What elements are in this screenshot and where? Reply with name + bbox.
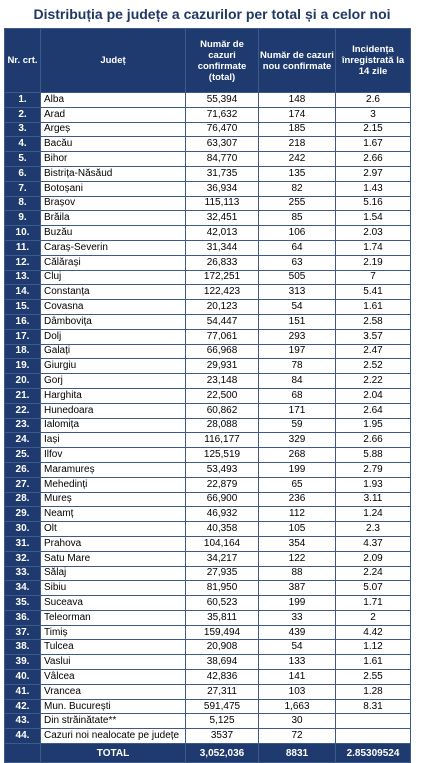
new-cases: 106 xyxy=(259,226,336,241)
row-number: 43. xyxy=(5,714,41,729)
row-number: 12. xyxy=(5,255,41,270)
confirmed-cases: 66,900 xyxy=(186,492,259,507)
header-incidence: Incidența înregistrată la 14 zile xyxy=(336,29,411,93)
row-number: 15. xyxy=(5,300,41,315)
new-cases: 505 xyxy=(259,270,336,285)
county-name: Mun. București xyxy=(41,699,186,714)
incidence-rate: 2.64 xyxy=(336,403,411,418)
table-row xyxy=(5,152,411,167)
county-name: Gorj xyxy=(41,374,186,389)
new-cases: 88 xyxy=(259,566,336,581)
county-name: Mureș xyxy=(41,492,186,507)
new-cases: 387 xyxy=(259,581,336,596)
confirmed-cases: 104,164 xyxy=(186,536,259,551)
new-cases: 54 xyxy=(259,640,336,655)
table-row xyxy=(5,329,411,344)
row-number: 9. xyxy=(5,211,41,226)
new-cases: 135 xyxy=(259,166,336,181)
table-row xyxy=(5,714,411,729)
table-row xyxy=(5,551,411,566)
table-row xyxy=(5,166,411,181)
row-number: 18. xyxy=(5,344,41,359)
row-number: 29. xyxy=(5,507,41,522)
table-row xyxy=(5,640,411,655)
confirmed-cases: 32,451 xyxy=(186,211,259,226)
incidence-rate: 2.19 xyxy=(336,255,411,270)
total-new: 8831 xyxy=(259,744,336,763)
confirmed-cases: 122,423 xyxy=(186,285,259,300)
confirmed-cases: 81,950 xyxy=(186,581,259,596)
new-cases: 236 xyxy=(259,492,336,507)
row-number: 31. xyxy=(5,536,41,551)
county-name: Galați xyxy=(41,344,186,359)
county-name: Mehedinți xyxy=(41,477,186,492)
table-row xyxy=(5,359,411,374)
incidence-rate: 2.66 xyxy=(336,152,411,167)
county-name: Covasna xyxy=(41,300,186,315)
row-number: 5. xyxy=(5,152,41,167)
county-name: Harghita xyxy=(41,388,186,403)
county-name: Iași xyxy=(41,433,186,448)
county-name: Giurgiu xyxy=(41,359,186,374)
header-new: Număr de cazuri nou confirmate xyxy=(259,29,336,93)
confirmed-cases: 46,932 xyxy=(186,507,259,522)
county-name: Cluj xyxy=(41,270,186,285)
header-confirmed: Număr de cazuri confirmate (total) xyxy=(186,29,259,93)
table-row xyxy=(5,522,411,537)
total-spacer xyxy=(5,744,41,763)
incidence-rate: 5.41 xyxy=(336,285,411,300)
county-name: Satu Mare xyxy=(41,551,186,566)
county-name: Suceava xyxy=(41,596,186,611)
incidence-rate: 2.79 xyxy=(336,462,411,477)
header-county: Județ xyxy=(41,29,186,93)
county-name: Dolj xyxy=(41,329,186,344)
confirmed-cases: 71,632 xyxy=(186,107,259,122)
new-cases: 197 xyxy=(259,344,336,359)
new-cases: 148 xyxy=(259,93,336,108)
county-name: Constanța xyxy=(41,285,186,300)
new-cases: 105 xyxy=(259,522,336,537)
new-cases: 112 xyxy=(259,507,336,522)
county-name: Din străinătate** xyxy=(41,714,186,729)
table-row xyxy=(5,93,411,108)
table-row xyxy=(5,240,411,255)
confirmed-cases: 34,217 xyxy=(186,551,259,566)
confirmed-cases: 60,862 xyxy=(186,403,259,418)
confirmed-cases: 29,931 xyxy=(186,359,259,374)
county-name: Neamț xyxy=(41,507,186,522)
table-row xyxy=(5,448,411,463)
incidence-rate: 1.54 xyxy=(336,211,411,226)
new-cases: 68 xyxy=(259,388,336,403)
incidence-rate: 1.61 xyxy=(336,300,411,315)
confirmed-cases: 27,935 xyxy=(186,566,259,581)
row-number: 8. xyxy=(5,196,41,211)
row-number: 13. xyxy=(5,270,41,285)
new-cases: 1,663 xyxy=(259,699,336,714)
county-name: Olt xyxy=(41,522,186,537)
confirmed-cases: 31,735 xyxy=(186,166,259,181)
new-cases: 255 xyxy=(259,196,336,211)
confirmed-cases: 5,125 xyxy=(186,714,259,729)
incidence-rate: 2.55 xyxy=(336,670,411,685)
row-number: 42. xyxy=(5,699,41,714)
confirmed-cases: 63,307 xyxy=(186,137,259,152)
table-row xyxy=(5,196,411,211)
table-row xyxy=(5,655,411,670)
county-name: Timiș xyxy=(41,625,186,640)
table-body xyxy=(5,93,411,744)
county-name: Bihor xyxy=(41,152,186,167)
confirmed-cases: 40,358 xyxy=(186,522,259,537)
row-number: 25. xyxy=(5,448,41,463)
county-name: Tulcea xyxy=(41,640,186,655)
new-cases: 141 xyxy=(259,670,336,685)
total-confirmed: 3,052,036 xyxy=(186,744,259,763)
confirmed-cases: 3537 xyxy=(186,729,259,744)
table-row xyxy=(5,536,411,551)
new-cases: 439 xyxy=(259,625,336,640)
incidence-rate: 2.22 xyxy=(336,374,411,389)
table-row xyxy=(5,670,411,685)
confirmed-cases: 42,013 xyxy=(186,226,259,241)
incidence-rate: 2.04 xyxy=(336,388,411,403)
county-name: Caraș-Severin xyxy=(41,240,186,255)
row-number: 32. xyxy=(5,551,41,566)
incidence-rate: 5.07 xyxy=(336,581,411,596)
row-number: 10. xyxy=(5,226,41,241)
county-cases-table xyxy=(4,28,411,763)
county-name: Brăila xyxy=(41,211,186,226)
incidence-rate xyxy=(336,714,411,729)
confirmed-cases: 36,934 xyxy=(186,181,259,196)
incidence-rate: 7 xyxy=(336,270,411,285)
table-row xyxy=(5,107,411,122)
row-number: 39. xyxy=(5,655,41,670)
confirmed-cases: 20,908 xyxy=(186,640,259,655)
new-cases: 151 xyxy=(259,314,336,329)
county-name: Bacău xyxy=(41,137,186,152)
county-name: Bistrița-Năsăud xyxy=(41,166,186,181)
table-row xyxy=(5,226,411,241)
row-number: 17. xyxy=(5,329,41,344)
confirmed-cases: 172,251 xyxy=(186,270,259,285)
table-row xyxy=(5,137,411,152)
confirmed-cases: 23,148 xyxy=(186,374,259,389)
row-number: 2. xyxy=(5,107,41,122)
incidence-rate: 2.3 xyxy=(336,522,411,537)
confirmed-cases: 60,523 xyxy=(186,596,259,611)
total-label: TOTAL xyxy=(41,744,186,763)
incidence-rate: 2.52 xyxy=(336,359,411,374)
incidence-rate: 2.03 xyxy=(336,226,411,241)
county-name: Ilfov xyxy=(41,448,186,463)
row-number: 36. xyxy=(5,610,41,625)
table-row xyxy=(5,729,411,744)
incidence-rate: 1.24 xyxy=(336,507,411,522)
incidence-rate: 1.93 xyxy=(336,477,411,492)
incidence-rate: 3 xyxy=(336,107,411,122)
row-number: 19. xyxy=(5,359,41,374)
new-cases: 218 xyxy=(259,137,336,152)
new-cases: 174 xyxy=(259,107,336,122)
total-row xyxy=(5,744,411,763)
incidence-rate: 1.43 xyxy=(336,181,411,196)
header-row xyxy=(5,29,411,93)
confirmed-cases: 55,394 xyxy=(186,93,259,108)
incidence-rate: 4.37 xyxy=(336,536,411,551)
row-number: 16. xyxy=(5,314,41,329)
confirmed-cases: 35,811 xyxy=(186,610,259,625)
row-number: 21. xyxy=(5,388,41,403)
county-name: Brașov xyxy=(41,196,186,211)
county-name: Alba xyxy=(41,93,186,108)
incidence-rate: 1.61 xyxy=(336,655,411,670)
incidence-rate: 2 xyxy=(336,610,411,625)
table-row xyxy=(5,300,411,315)
row-number: 3. xyxy=(5,122,41,137)
new-cases: 64 xyxy=(259,240,336,255)
table-row xyxy=(5,211,411,226)
table-row xyxy=(5,388,411,403)
confirmed-cases: 125,519 xyxy=(186,448,259,463)
row-number: 24. xyxy=(5,433,41,448)
table-row xyxy=(5,344,411,359)
table-row xyxy=(5,374,411,389)
new-cases: 63 xyxy=(259,255,336,270)
table-row xyxy=(5,122,411,137)
incidence-rate: 1.95 xyxy=(336,418,411,433)
table-row xyxy=(5,492,411,507)
table-row xyxy=(5,684,411,699)
confirmed-cases: 26,833 xyxy=(186,255,259,270)
confirmed-cases: 22,879 xyxy=(186,477,259,492)
confirmed-cases: 28,088 xyxy=(186,418,259,433)
confirmed-cases: 66,968 xyxy=(186,344,259,359)
new-cases: 82 xyxy=(259,181,336,196)
new-cases: 122 xyxy=(259,551,336,566)
table-row xyxy=(5,610,411,625)
county-name: Călărași xyxy=(41,255,186,270)
confirmed-cases: 159,494 xyxy=(186,625,259,640)
new-cases: 133 xyxy=(259,655,336,670)
row-number: 23. xyxy=(5,418,41,433)
county-name: Prahova xyxy=(41,536,186,551)
incidence-rate: 5.16 xyxy=(336,196,411,211)
row-number: 28. xyxy=(5,492,41,507)
confirmed-cases: 22,500 xyxy=(186,388,259,403)
incidence-rate: 2.47 xyxy=(336,344,411,359)
row-number: 41. xyxy=(5,684,41,699)
table-row xyxy=(5,596,411,611)
table-row xyxy=(5,507,411,522)
new-cases: 185 xyxy=(259,122,336,137)
row-number: 26. xyxy=(5,462,41,477)
row-number: 35. xyxy=(5,596,41,611)
table-row xyxy=(5,581,411,596)
table-row xyxy=(5,433,411,448)
county-name: Argeș xyxy=(41,122,186,137)
incidence-rate: 1.67 xyxy=(336,137,411,152)
county-name: Arad xyxy=(41,107,186,122)
table-row xyxy=(5,270,411,285)
table-row xyxy=(5,699,411,714)
confirmed-cases: 27,311 xyxy=(186,684,259,699)
total-incidence: 2.85309524 xyxy=(336,744,411,763)
incidence-rate: 2.09 xyxy=(336,551,411,566)
new-cases: 78 xyxy=(259,359,336,374)
incidence-rate: 1.74 xyxy=(336,240,411,255)
confirmed-cases: 20,123 xyxy=(186,300,259,315)
new-cases: 65 xyxy=(259,477,336,492)
table-row xyxy=(5,403,411,418)
row-number: 4. xyxy=(5,137,41,152)
row-number: 40. xyxy=(5,670,41,685)
header-nr: Nr. crt. xyxy=(5,29,41,93)
table-row xyxy=(5,285,411,300)
incidence-rate: 2.24 xyxy=(336,566,411,581)
confirmed-cases: 31,344 xyxy=(186,240,259,255)
county-name: Dâmbovița xyxy=(41,314,186,329)
new-cases: 329 xyxy=(259,433,336,448)
incidence-rate xyxy=(336,729,411,744)
new-cases: 30 xyxy=(259,714,336,729)
row-number: 7. xyxy=(5,181,41,196)
county-name: Maramureș xyxy=(41,462,186,477)
table-row xyxy=(5,255,411,270)
new-cases: 199 xyxy=(259,596,336,611)
incidence-rate: 1.12 xyxy=(336,640,411,655)
incidence-rate: 3.57 xyxy=(336,329,411,344)
new-cases: 103 xyxy=(259,684,336,699)
confirmed-cases: 42,836 xyxy=(186,670,259,685)
county-name: Ialomița xyxy=(41,418,186,433)
new-cases: 354 xyxy=(259,536,336,551)
new-cases: 293 xyxy=(259,329,336,344)
county-name: Teleorman xyxy=(41,610,186,625)
new-cases: 84 xyxy=(259,374,336,389)
county-name: Hunedoara xyxy=(41,403,186,418)
row-number: 14. xyxy=(5,285,41,300)
row-number: 30. xyxy=(5,522,41,537)
row-number: 44. xyxy=(5,729,41,744)
county-name: Cazuri noi nealocate pe județe xyxy=(41,729,186,744)
county-name: Sibiu xyxy=(41,581,186,596)
table-row xyxy=(5,477,411,492)
county-name: Vaslui xyxy=(41,655,186,670)
row-number: 27. xyxy=(5,477,41,492)
confirmed-cases: 84,770 xyxy=(186,152,259,167)
confirmed-cases: 54,447 xyxy=(186,314,259,329)
incidence-rate: 1.71 xyxy=(336,596,411,611)
incidence-rate: 4.42 xyxy=(336,625,411,640)
confirmed-cases: 76,470 xyxy=(186,122,259,137)
row-number: 33. xyxy=(5,566,41,581)
new-cases: 313 xyxy=(259,285,336,300)
row-number: 20. xyxy=(5,374,41,389)
confirmed-cases: 591,475 xyxy=(186,699,259,714)
table-row xyxy=(5,314,411,329)
new-cases: 171 xyxy=(259,403,336,418)
confirmed-cases: 115,113 xyxy=(186,196,259,211)
new-cases: 268 xyxy=(259,448,336,463)
county-name: Buzău xyxy=(41,226,186,241)
row-number: 11. xyxy=(5,240,41,255)
incidence-rate: 2.15 xyxy=(336,122,411,137)
county-name: Vrancea xyxy=(41,684,186,699)
new-cases: 59 xyxy=(259,418,336,433)
row-number: 38. xyxy=(5,640,41,655)
new-cases: 33 xyxy=(259,610,336,625)
row-number: 1. xyxy=(5,93,41,108)
county-name: Botoșani xyxy=(41,181,186,196)
table-row xyxy=(5,625,411,640)
new-cases: 54 xyxy=(259,300,336,315)
new-cases: 199 xyxy=(259,462,336,477)
confirmed-cases: 77,061 xyxy=(186,329,259,344)
table-title: Distribuția pe județe a cazurilor per total și a celor noi xyxy=(33,6,391,22)
new-cases: 85 xyxy=(259,211,336,226)
incidence-rate: 3.11 xyxy=(336,492,411,507)
row-number: 37. xyxy=(5,625,41,640)
county-name: Vâlcea xyxy=(41,670,186,685)
new-cases: 72 xyxy=(259,729,336,744)
table-row xyxy=(5,462,411,477)
incidence-rate: 1.28 xyxy=(336,684,411,699)
table-row xyxy=(5,566,411,581)
row-number: 6. xyxy=(5,166,41,181)
incidence-rate: 5.88 xyxy=(336,448,411,463)
incidence-rate: 2.6 xyxy=(336,93,411,108)
table-row xyxy=(5,418,411,433)
confirmed-cases: 116,177 xyxy=(186,433,259,448)
incidence-rate: 2.58 xyxy=(336,314,411,329)
table-row xyxy=(5,181,411,196)
new-cases: 242 xyxy=(259,152,336,167)
county-name: Sălaj xyxy=(41,566,186,581)
incidence-rate: 2.66 xyxy=(336,433,411,448)
incidence-rate: 8.31 xyxy=(336,699,411,714)
row-number: 22. xyxy=(5,403,41,418)
confirmed-cases: 53,493 xyxy=(186,462,259,477)
row-number: 34. xyxy=(5,581,41,596)
incidence-rate: 2.97 xyxy=(336,166,411,181)
confirmed-cases: 38,694 xyxy=(186,655,259,670)
